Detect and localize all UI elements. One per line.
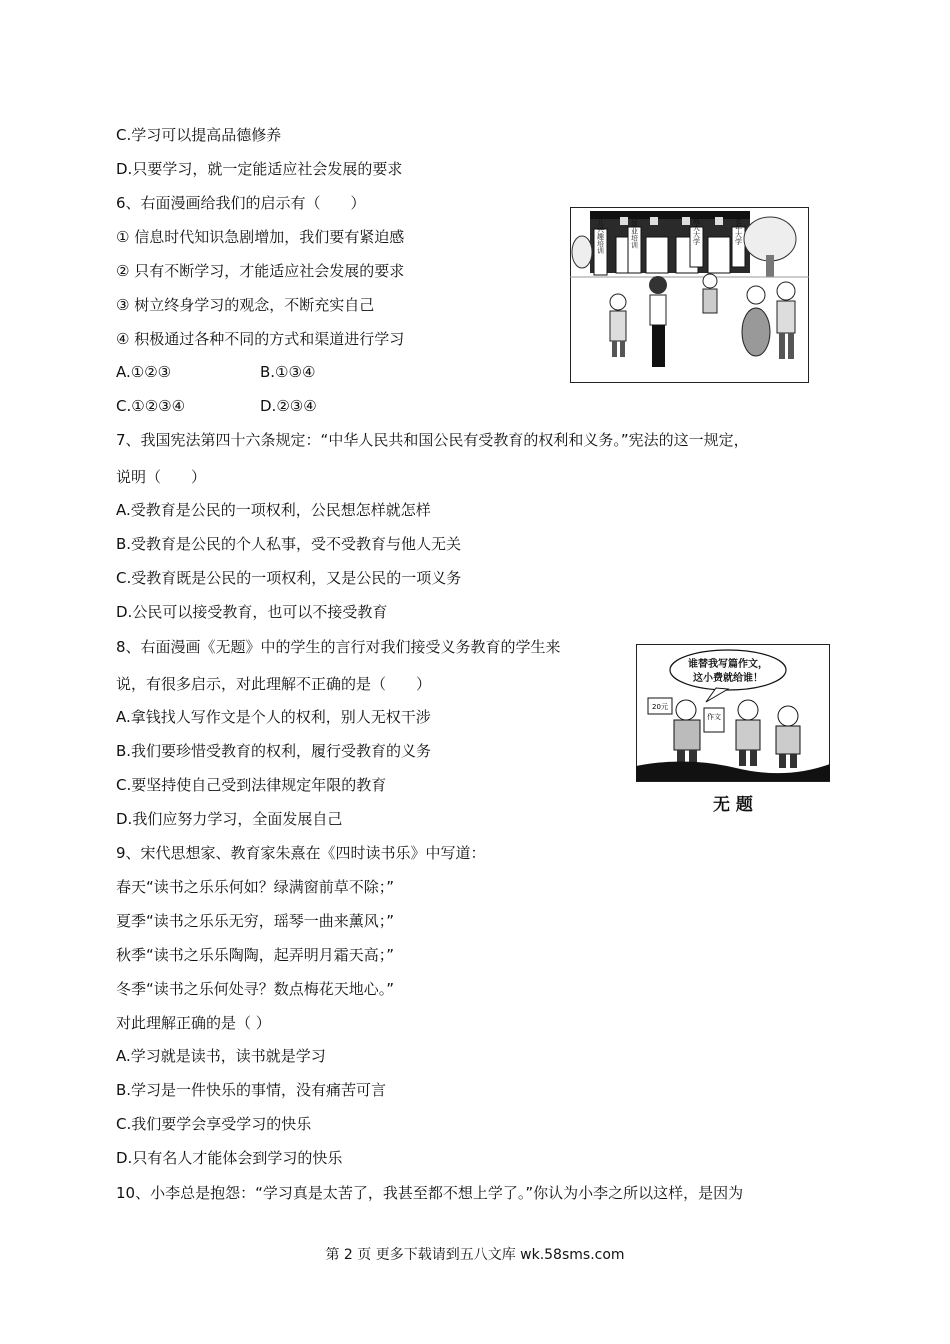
- q8-stem-cont: 说，有很多启示，对此理解不正确的是（ ）: [116, 675, 432, 693]
- q9-poem-line-4: 冬季“读书之乐何处寻？数点梅花天地心。”: [116, 980, 395, 998]
- q8-option-b: B.我们要珍惜受教育的权利，履行受教育的义务: [116, 742, 432, 760]
- speech-bubble-line-2: 这小费就给谁！: [693, 673, 763, 684]
- q8-stem: 8、右面漫画《无题》中的学生的言行对我们接受义务教育的学生来: [116, 638, 561, 656]
- q9-option-a: A.学习就是读书，读书就是学习: [116, 1047, 326, 1065]
- q9-poem-line-2: 夏季“读书之乐乐无穷，瑶琴一曲来薰风；”: [116, 912, 395, 930]
- q9-option-d: D.只有名人才能体会到学习的快乐: [116, 1149, 343, 1167]
- q9-poem-line-1: 春天“读书之乐乐何如？绿满窗前草不除；”: [116, 878, 395, 896]
- speech-bubble-line-1: 谁替我写篇作文，: [688, 659, 768, 670]
- q7-stem-cont: 说明（ ）: [116, 468, 207, 486]
- q9-stem: 9、宋代思想家、教育家朱熹在《四时读书乐》中写道：: [116, 844, 486, 862]
- lifelong-learning-cartoon: [570, 207, 809, 383]
- q7-option-c: C.受教育既是公民的一项权利，又是公民的一项义务: [116, 569, 462, 587]
- untitled-cartoon: [636, 644, 830, 782]
- sign-youth-training: 少儿兴趣培训: [596, 212, 605, 254]
- page-footer: 第 2 页 更多下载请到五八文库 wk.58sms.com: [325, 1247, 625, 1263]
- q6-stem: 6、右面漫画给我们的启示有（ ）: [116, 194, 366, 212]
- q6-statement-1: ① 信息时代知识急剧增加，我们要有紧迫感: [116, 228, 405, 246]
- q7-option-d: D.公民可以接受教育，也可以不接受教育: [116, 603, 388, 621]
- cartoon-caption: 无 题: [713, 795, 753, 815]
- q6-option-d: D.②③④: [260, 397, 317, 415]
- q6-option-c: C.①②③④: [116, 397, 186, 415]
- q5-option-c: C.学习可以提高品德修养: [116, 126, 282, 144]
- q7-option-a: A.受教育是公民的一项权利，公民想怎样就怎样: [116, 501, 431, 519]
- q9-option-c: C.我们要学会享受学习的快乐: [116, 1115, 312, 1133]
- q8-option-c: C.要坚持使自己受到法律规定年限的教育: [116, 776, 387, 794]
- q8-option-a: A.拿钱找人写作文是个人的权利，别人无权干涉: [116, 708, 431, 726]
- q7-option-b: B.受教育是公民的个人私事，受不受教育与他人无关: [116, 535, 462, 553]
- q8-option-d: D.我们应努力学习，全面发展自己: [116, 810, 343, 828]
- sign-senior-university: 老年大学: [734, 217, 743, 245]
- q9-poem-line-3: 秋季“读书之乐乐陶陶，起弄明月霜天高；”: [116, 946, 395, 964]
- q7-stem: 7、我国宪法第四十六条规定：“中华人民共和国公民有受教育的权利和义务。”宪法的这一规定，: [116, 431, 749, 449]
- q6-option-a: A.①②③: [116, 363, 172, 381]
- q9-option-b: B.学习是一件快乐的事情，没有痛苦可言: [116, 1081, 387, 1099]
- q6-statement-2: ② 只有不断学习，才能适应社会发展的要求: [116, 262, 405, 280]
- q6-statement-4: ④ 积极通过各种不同的方式和渠道进行学习: [116, 330, 405, 348]
- q6-statement-3: ③ 树立终身学习的观念，不断充实自己: [116, 296, 375, 314]
- essay-paper-label: 作文: [707, 713, 721, 721]
- q5-option-d: D.只要学习，就一定能适应社会发展的要求: [116, 160, 403, 178]
- sign-reemployment-training: 再就业培训: [630, 213, 639, 249]
- q9-question: 对此理解正确的是（ ）: [116, 1014, 271, 1032]
- q10-stem: 10、小李总是抱怨：“学习真是太苦了，我甚至都不想上学了。”你认为小李之所以这样，是因为: [116, 1184, 744, 1202]
- sign-adult-university: 成人大学: [692, 217, 701, 245]
- q6-option-b: B.①③④: [260, 363, 316, 381]
- money-note-label: 20元: [652, 703, 668, 711]
